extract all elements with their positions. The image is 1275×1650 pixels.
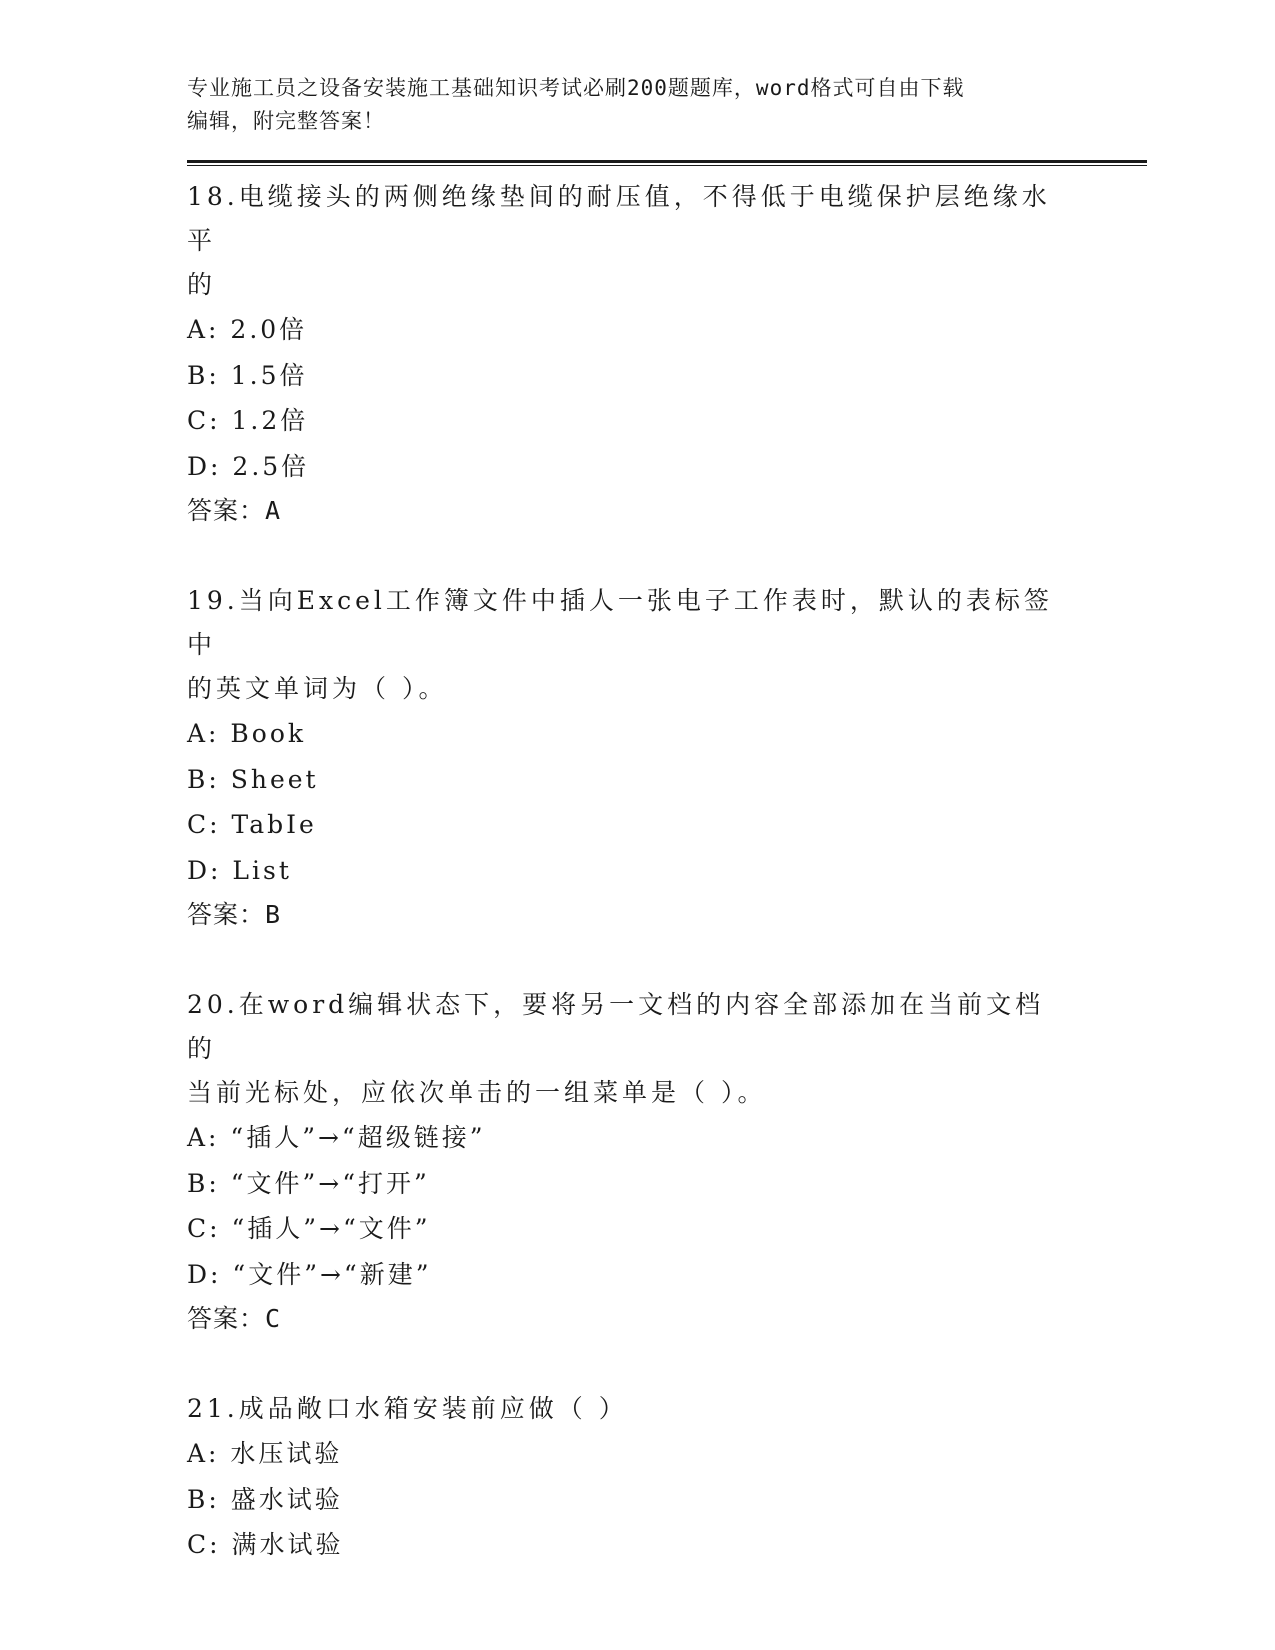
question-stem <box>187 579 1067 711</box>
option-d: D: “文件”→“新建” <box>187 1259 432 1289</box>
question-stem <box>187 1387 1067 1431</box>
option-c: C: TabIe <box>187 810 317 839</box>
option-c: C: “插人”→“文件” <box>187 1214 431 1243</box>
question-stem <box>187 983 1067 1115</box>
question-stem-line-1: 19.当向Excel工作簿文件中插人一张电子工作表时，默认的表标签中 <box>187 586 1053 659</box>
question-20 <box>187 983 1147 1341</box>
answer: 答案：C <box>187 1304 282 1333</box>
question-stem-line-2: 的英文单词为（ ）。 <box>187 674 448 703</box>
question-stem-line-2: 当前光标处，应依次单击的一组菜单是（ ）。 <box>187 1078 767 1107</box>
question-spacer <box>187 533 1147 579</box>
option-d: D: List <box>187 855 292 885</box>
document-header <box>187 72 1067 138</box>
document-page <box>187 72 1147 1568</box>
option-b: B: Sheet <box>187 764 319 794</box>
header-line-1: 专业施工员之设备安装施工基础知识考试必刷200题题库，word格式可自由下载 <box>187 76 965 100</box>
question-stem-line-1: 20.在word编辑状态下，要将另一文档的内容全部添加在当前文档的 <box>187 990 1045 1063</box>
question-stem-line-1: 21.成品敞口水箱安装前应做（ ） <box>187 1394 628 1423</box>
option-d: D: 2.5倍 <box>187 451 310 481</box>
question-18 <box>187 175 1147 533</box>
question-21 <box>187 1387 1147 1568</box>
question-stem-line-2: 的 <box>187 270 217 299</box>
header-divider <box>187 160 1147 166</box>
option-a: A: 水压试验 <box>187 1439 343 1468</box>
answer: 答案：A <box>187 496 282 525</box>
option-c: C: 1.2倍 <box>187 406 309 435</box>
option-c: C: 满水试验 <box>187 1530 344 1559</box>
option-a: A: Book <box>187 719 307 748</box>
header-line-2: 编辑，附完整答案！ <box>187 109 385 133</box>
question-spacer <box>187 937 1147 983</box>
answer: 答案：B <box>187 900 282 929</box>
option-a: A: 2.0倍 <box>187 315 308 344</box>
option-b: B: “文件”→“打开” <box>187 1168 430 1198</box>
question-stem-line-1: 18.电缆接头的两侧绝缘垫间的耐压值，不得低于电缆保护层绝缘水平 <box>187 182 1051 255</box>
option-b: B: 盛水试验 <box>187 1484 343 1514</box>
question-spacer <box>187 1341 1147 1387</box>
option-a: A: “插人”→“超级链接” <box>187 1123 486 1152</box>
option-b: B: 1.5倍 <box>187 360 308 390</box>
question-19 <box>187 579 1147 937</box>
question-stem <box>187 175 1067 307</box>
